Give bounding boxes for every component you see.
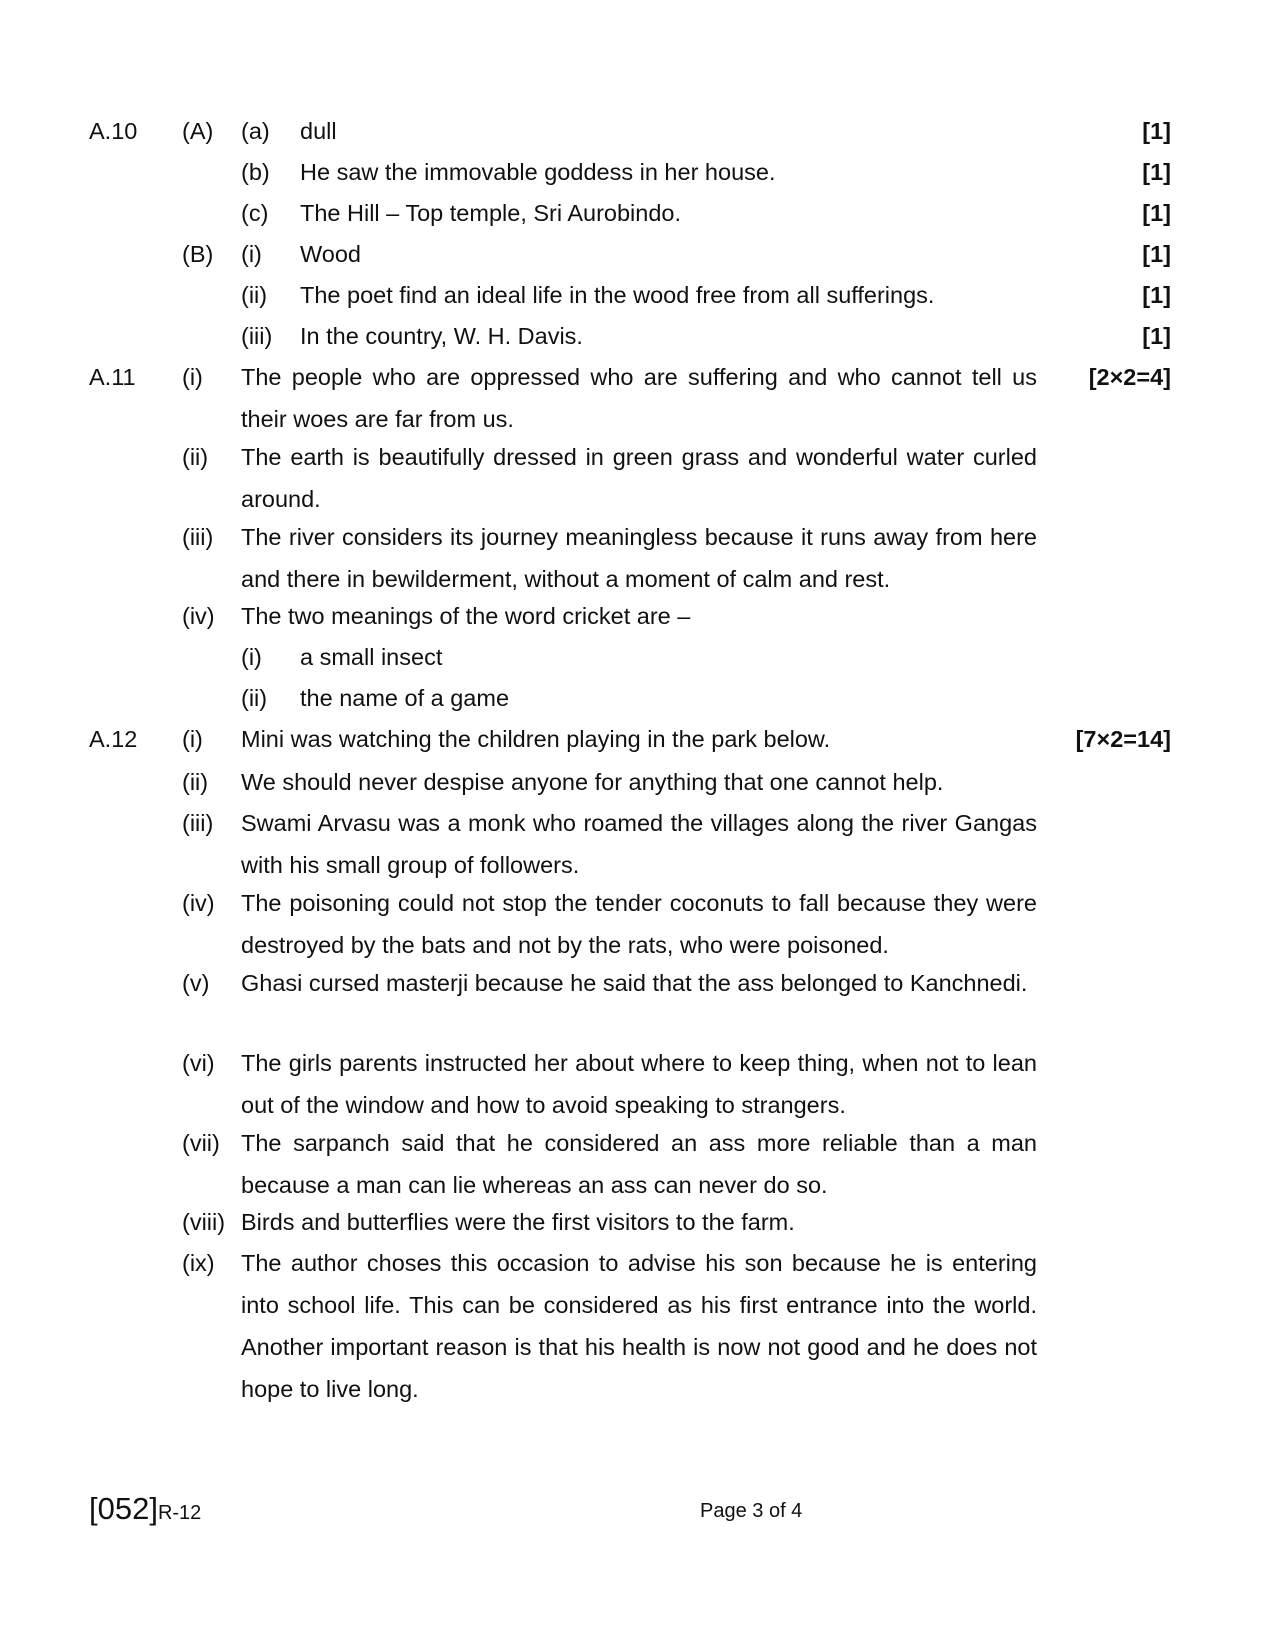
part-label-b: (B)	[182, 241, 214, 267]
marks-label: [1]	[1142, 323, 1171, 349]
sub-item-number: (i)	[241, 644, 262, 670]
item-number: (i)	[182, 726, 203, 752]
part-label-a: (A)	[182, 118, 214, 144]
answer-text: We should never despise anyone for anything that one cannot help.	[241, 769, 944, 795]
answer-text: Swami Arvasu was a monk who roamed the villages along the river Gangas with his small group of followers.	[241, 810, 1037, 878]
answer-text: The girls parents instructed her about where to keep thing, when not to lean out of the window and how to avoid speaking to strangers.	[241, 1050, 1037, 1118]
answer-text: Birds and butterflies were the first visitors to the farm.	[241, 1209, 795, 1235]
answer-text: In the country, W. H. Davis.	[300, 323, 583, 349]
answer-text: Ghasi cursed masterji because he said that the ass belonged to Kanchnedi.	[241, 970, 1028, 996]
item-number: (iii)	[182, 810, 214, 836]
marks-label: [1]	[1142, 200, 1171, 226]
answer-text: Wood	[300, 241, 361, 267]
answer-text: The sarpanch said that he considered an ass more reliable than a man because a man can lie whereas an ass can never do so.	[241, 1130, 1037, 1198]
answer-text: Mini was watching the children playing in the park below.	[241, 726, 831, 752]
marks-label: [1]	[1142, 282, 1171, 308]
item-number: (v)	[182, 970, 210, 996]
question-number-a10: A.10	[89, 118, 138, 144]
paper-code-main: [052]	[89, 1491, 158, 1526]
marks-label: [7×2=14]	[1075, 726, 1171, 752]
answer-text: The Hill – Top temple, Sri Aurobindo.	[300, 200, 681, 226]
answer-text: The author choses this occasion to advise his son because he is entering into school life. This can be considered as his first entrance into the world. Another important reason is that his health is now not good and he does not hope to live long.	[241, 1250, 1037, 1402]
item-number: (iii)	[241, 323, 273, 349]
item-number: (iv)	[182, 890, 215, 916]
answer-text: The earth is beautifully dressed in green grass and wonderful water curled around.	[241, 444, 1037, 512]
item-number: (c)	[241, 200, 269, 226]
item-number: (iv)	[182, 603, 215, 629]
item-number: (a)	[241, 118, 270, 144]
item-number: (iii)	[182, 524, 214, 550]
answer-text: The two meanings of the word cricket are –	[241, 603, 691, 629]
marks-label: [1]	[1142, 159, 1171, 185]
item-number: (b)	[241, 159, 270, 185]
question-number-a12: A.12	[89, 726, 138, 752]
answer-text: dull	[300, 118, 337, 144]
paper-code-suffix: R-12	[157, 1502, 202, 1524]
answer-text: He saw the immovable goddess in her house.	[300, 159, 776, 185]
answer-text: The river considers its journey meaningless because it runs away from here and there in bewilderment, without a moment of calm and rest.	[241, 524, 1037, 592]
item-number: (i)	[241, 241, 262, 267]
item-number: (vii)	[182, 1130, 220, 1156]
item-number: (i)	[182, 364, 203, 390]
item-number: (ii)	[182, 769, 209, 795]
question-number-a11: A.11	[89, 364, 136, 390]
item-number: (ii)	[241, 282, 268, 308]
answer-text: The poisoning could not stop the tender coconuts to fall because they were destroyed by the bats and not by the rats, who were poisoned.	[241, 890, 1037, 958]
sub-item-text: the name of a game	[300, 685, 510, 711]
item-number: (ix)	[182, 1250, 215, 1276]
page-number: Page 3 of 4	[700, 1500, 803, 1522]
marks-label: [2×2=4]	[1088, 364, 1171, 390]
sub-item-number: (ii)	[241, 685, 268, 711]
item-number: (ii)	[182, 444, 209, 470]
marks-label: [1]	[1142, 241, 1171, 267]
item-number: (vi)	[182, 1050, 215, 1076]
marks-label: [1]	[1142, 118, 1171, 144]
answer-text: The people who are oppressed who are suffering and who cannot tell us their woes are far from us.	[241, 364, 1037, 432]
item-number: (viii)	[182, 1209, 226, 1235]
sub-item-text: a small insect	[300, 644, 443, 670]
paper-code	[89, 1490, 201, 1532]
answer-text: The poet find an ideal life in the wood free from all sufferings.	[300, 282, 935, 308]
